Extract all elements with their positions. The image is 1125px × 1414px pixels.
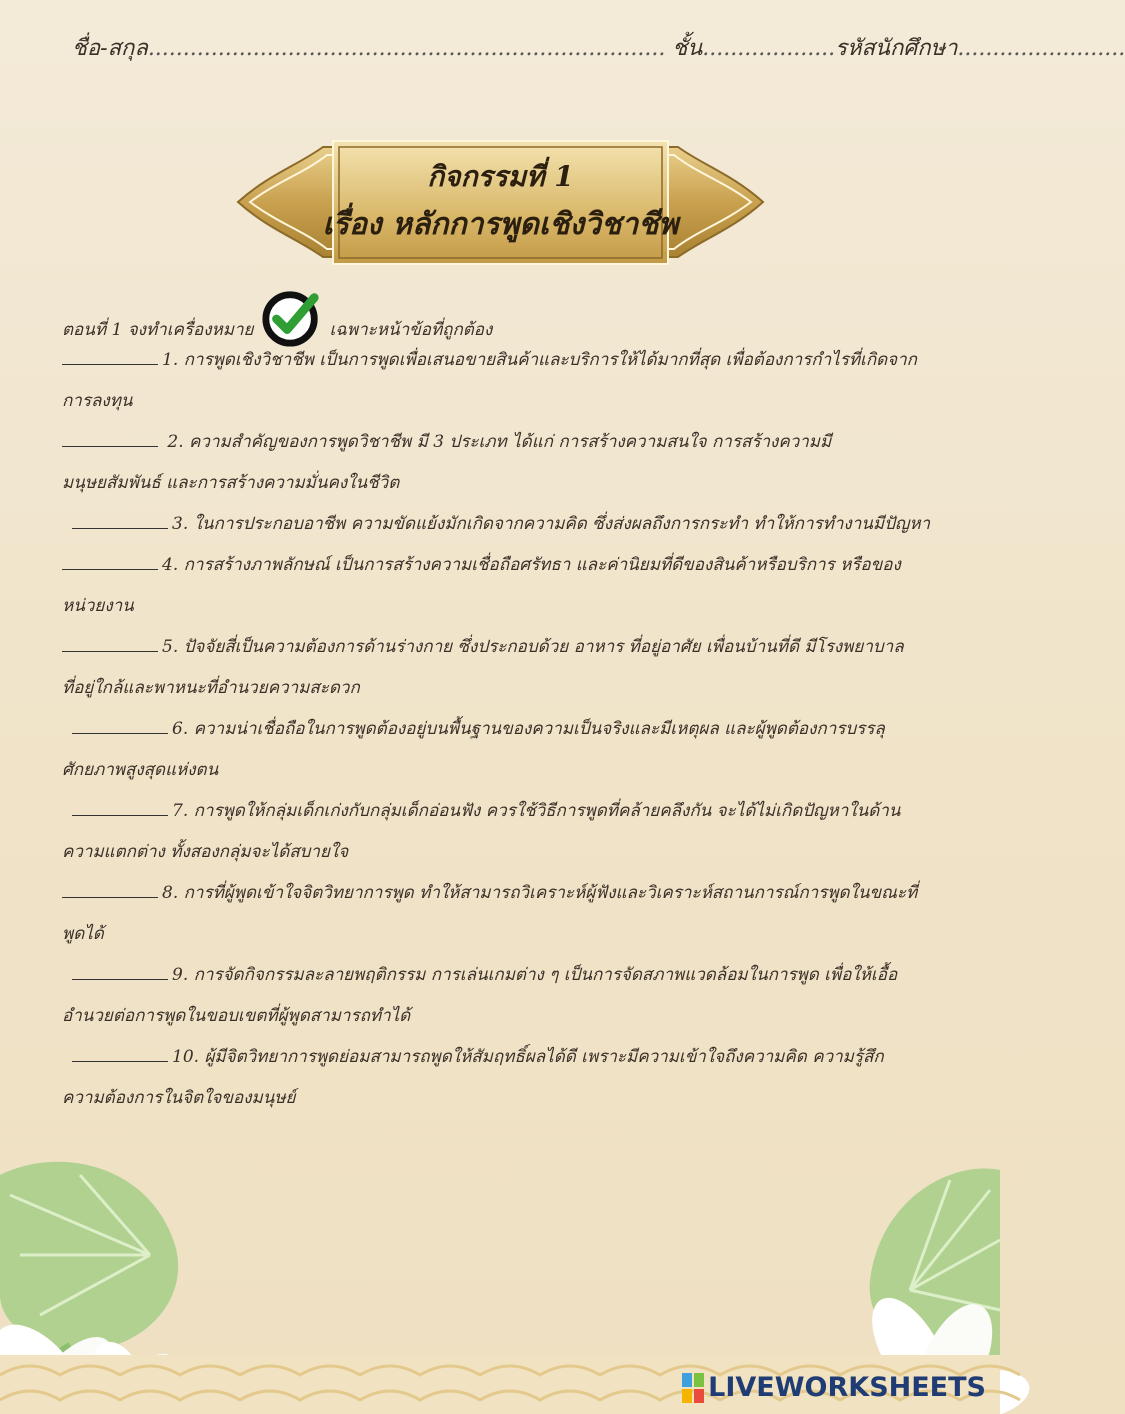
question-text-cont: ที่อยู่ใกล้และพาหนะที่อำนวยความสะดวก (62, 678, 360, 698)
question-text: 7. การพูดให้กลุ่มเด็กเก่งกับกลุ่มเด็กอ่อนฟัง ควรใช้วิธีการพูดที่คล้ายคลึงกัน จะได้ไม่เกิดปัญหาในด้าน (172, 801, 901, 821)
question-text-cont: พูดได้ (62, 924, 104, 944)
question-item (62, 955, 962, 1037)
question-text-cont: ศักยภาพสูงสุดแห่งตน (62, 760, 219, 780)
answer-blank[interactable] (62, 873, 158, 898)
logo-text: LIVEWORKSHEETS (708, 1372, 986, 1403)
question-item (62, 340, 962, 422)
question-text: 5. ปัจจัยสี่เป็นความต้องการด้านร่างกาย ซึ่งประกอบด้วย อาหาร ที่อยู่อาศัย เพื่อนบ้านที่ดี มีโรงพยาบาล (162, 637, 904, 657)
answer-blank[interactable] (72, 709, 168, 734)
answer-blank[interactable] (62, 422, 158, 447)
answer-blank[interactable] (72, 504, 168, 529)
question-text: 4. การสร้างภาพลักษณ์ เป็นการสร้างความเชื่อถือศรัทธา และค่านิยมที่ดีของสินค้าหรือบริการ หรือของ (162, 555, 901, 575)
question-text-cont: ความต้องการในจิตใจของมนุษย์ (62, 1088, 296, 1108)
answer-blank[interactable] (62, 340, 158, 365)
name-label: ชื่อ-สกุล (72, 36, 148, 61)
question-text-cont: อำนวยต่อการพูดในขอบเขตที่ผู้พูดสามารถทำได้ (62, 1006, 411, 1026)
answer-blank[interactable] (62, 545, 158, 570)
answer-blank[interactable] (72, 955, 168, 980)
question-item (62, 873, 962, 955)
question-text: 8. การที่ผู้พูดเข้าใจจิตวิทยาการพูด ทำให้สามารถวิเคราะห์ผู้ฟังและวิเคราะห์สถานการณ์การพูดในขณะที่ (162, 883, 918, 903)
class-label: ชั้น (672, 36, 703, 61)
answer-blank[interactable] (72, 791, 168, 816)
question-list (62, 340, 962, 1119)
class-blank[interactable]: ................... (702, 36, 836, 61)
question-text-cont: หน่วยงาน (62, 596, 134, 616)
question-text: 1. การพูดเชิงวิชาชีพ เป็นการพูดเพื่อเสนอขายสินค้าและบริการให้ได้มากที่สุด เพื่อต้องการกำไรที่เกิดจาก (162, 350, 917, 370)
answer-blank[interactable] (62, 627, 158, 652)
liveworksheets-logo-icon (682, 1373, 704, 1403)
liveworksheets-logo[interactable] (682, 1372, 986, 1403)
question-text-cont: ความแตกต่าง ทั้งสองกลุ่มจะได้สบายใจ (62, 842, 349, 862)
question-item (62, 545, 962, 627)
student-info-line (72, 30, 1125, 65)
student-id-blank[interactable]: ........................ (957, 36, 1125, 61)
instruction-text-after: เฉพาะหน้าข้อที่ถูกต้อง (329, 319, 493, 340)
question-item (62, 627, 962, 709)
question-text: 9. การจัดกิจกรรมละลายพฤติกรรม การเล่นเกมต่าง ๆ เป็นการจัดสภาพแวดล้อมในการพูด เพื่อให้เอื้อ (172, 965, 898, 985)
question-text-cont: มนุษยสัมพันธ์ และการสร้างความมั่นคงในชีวิต (62, 473, 400, 493)
question-text: 3. ในการประกอบอาชีพ ความขัดแย้งมักเกิดจากความคิด ซึ่งส่งผลถึงการกระทำ ทำให้การทำงานมีปัญหา (172, 514, 931, 534)
activity-topic-title: เรื่อง หลักการพูดเชิงวิชาชีพ (322, 207, 679, 242)
question-text: 10. ผู้มีจิตวิทยาการพูดย่อมสามารถพูดให้สัมฤทธิ์ผลได้ดี เพราะมีความเข้าใจถึงความคิด ความรู้สึก (172, 1047, 884, 1067)
name-blank[interactable]: .......................................................................... (147, 36, 666, 61)
student-id-label: รหัสนักศึกษา (835, 36, 958, 61)
question-text-cont: การลงทุน (62, 391, 133, 411)
question-item (62, 1037, 962, 1119)
question-item (62, 422, 962, 504)
activity-banner (228, 135, 773, 270)
question-item (62, 791, 962, 873)
activity-number-title: กิจกรรมที่ 1 (427, 160, 574, 193)
instruction-text-before: ตอนที่ 1 จงทำเครื่องหมาย (62, 319, 254, 340)
question-text: 2. ความสำคัญของการพูดวิชาชีพ มี 3 ประเภท ได้แก่ การสร้างความสนใจ การสร้างความมี (162, 432, 832, 452)
check-circle-icon (261, 286, 323, 348)
question-item (62, 709, 962, 791)
question-item (62, 504, 962, 545)
answer-blank[interactable] (72, 1037, 168, 1062)
question-text: 6. ความน่าเชื่อถือในการพูดต้องอยู่บนพื้นฐานของความเป็นจริงและมีเหตุผล และผู้พูดต้องการบรรลุ (172, 719, 885, 739)
